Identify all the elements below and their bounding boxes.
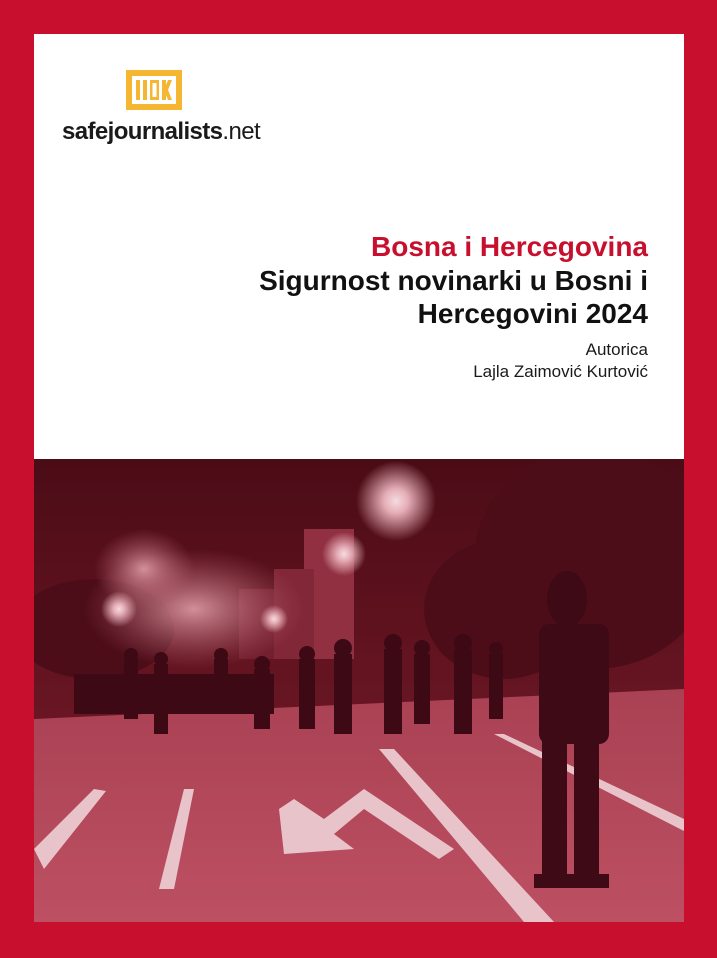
author-label: Autorica xyxy=(585,340,648,359)
logo-brand-name: safejournalists xyxy=(62,118,223,145)
author-name: Lajla Zaimović Kurtović xyxy=(473,362,648,381)
safejournalists-logo-icon xyxy=(126,66,182,114)
photo-red-tint xyxy=(34,459,684,922)
protest-scene-photo xyxy=(34,459,684,922)
cover-page xyxy=(34,34,684,922)
country-heading: Bosna i Hercegovina xyxy=(371,231,648,262)
report-title-line1: Sigurnost novinarki u Bosni i xyxy=(259,265,648,296)
safejournalists-logo xyxy=(62,66,302,156)
report-title-line2: Hercegovini 2024 xyxy=(417,298,648,329)
cover-titles xyxy=(259,230,648,383)
logo-wordmark xyxy=(62,118,260,146)
logo-domain-suffix: .net xyxy=(222,118,261,145)
